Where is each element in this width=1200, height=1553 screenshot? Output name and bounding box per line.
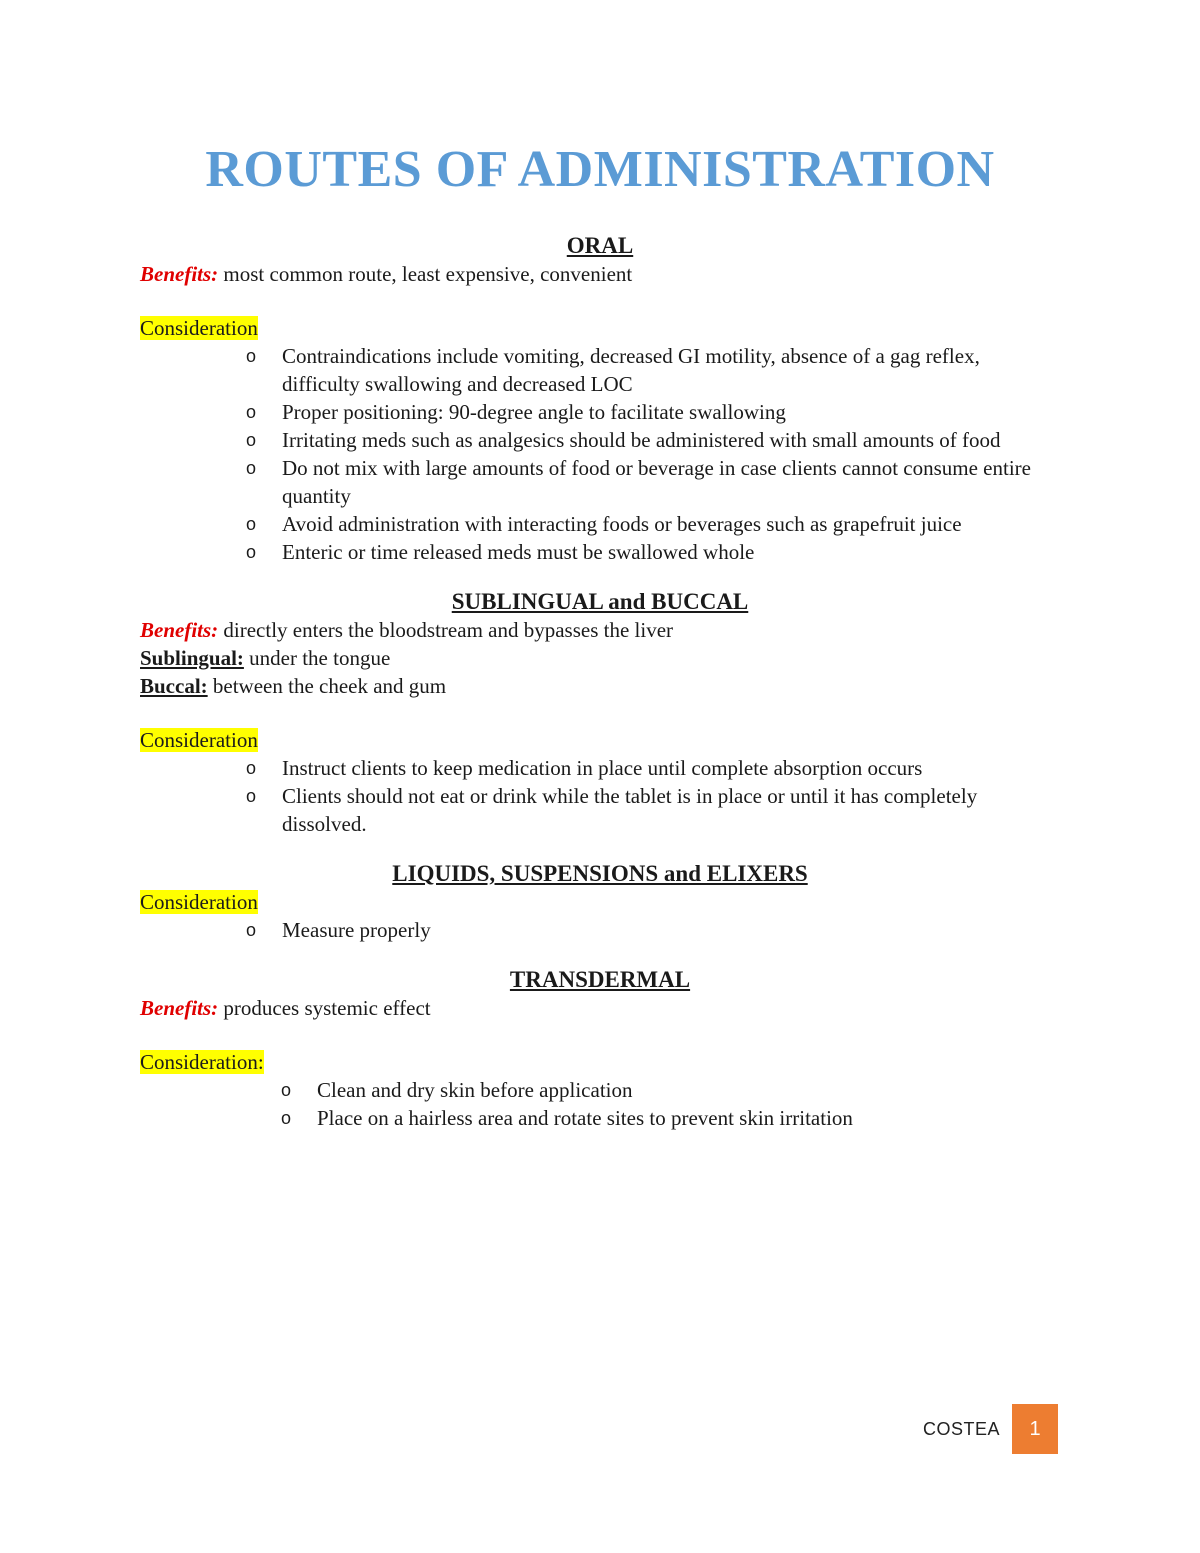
section-heading-sublingual: SUBLINGUAL and BUCCAL xyxy=(451,589,749,614)
bullet-icon: o xyxy=(281,1080,292,1100)
consideration-line xyxy=(140,888,1060,916)
bullet-icon: o xyxy=(246,346,257,366)
sublingual-label: Sublingual: xyxy=(140,646,244,670)
list-item xyxy=(246,454,1060,510)
list-item xyxy=(246,342,1060,398)
benefits-label: Benefits: xyxy=(140,618,219,642)
benefits-label: Benefits: xyxy=(140,262,219,286)
bullet-icon: o xyxy=(246,542,257,562)
list-item xyxy=(246,538,1060,566)
section-heading-oral: ORAL xyxy=(566,233,634,258)
list-item-text: Do not mix with large amounts of food or beverage in case clients cannot consume entire quantity xyxy=(282,456,1031,508)
section-transdermal xyxy=(140,966,1060,1132)
list-item xyxy=(246,426,1060,454)
consideration-line xyxy=(140,726,1060,754)
list-item-text: Contraindications include vomiting, decreased GI motility, absence of a gag reflex, difficulty swallowing and decreased LOC xyxy=(282,344,980,396)
bullet-icon: o xyxy=(246,430,257,450)
buccal-text: between the cheek and gum xyxy=(207,674,447,698)
bullet-icon: o xyxy=(246,758,257,778)
bullet-icon: o xyxy=(246,402,257,422)
consideration-label: Consideration xyxy=(140,728,258,752)
list-item-text: Proper positioning: 90-degree angle to facilitate swallowing xyxy=(282,400,786,424)
consideration-label: Consideration xyxy=(140,316,258,340)
list-item xyxy=(281,1104,1060,1132)
buccal-label: Buccal: xyxy=(140,674,208,698)
consideration-line xyxy=(140,314,1060,342)
sublingual-definition xyxy=(140,644,1060,672)
page-number-badge xyxy=(1012,1404,1058,1454)
buccal-definition xyxy=(140,672,1060,700)
page-footer xyxy=(923,1404,1058,1454)
list-item-text: Irritating meds such as analgesics should be administered with small amounts of food xyxy=(282,428,1001,452)
list-item xyxy=(246,398,1060,426)
page-title: ROUTES OF ADMINISTRATION xyxy=(205,141,995,198)
benefits-text: directly enters the bloodstream and bypasses the liver xyxy=(218,618,674,642)
footer-author: COSTEA xyxy=(922,1418,1000,1439)
consideration-list-sublingual xyxy=(140,754,1060,838)
section-oral xyxy=(140,232,1060,566)
list-item-text: Clean and dry skin before application xyxy=(317,1078,633,1102)
list-item xyxy=(246,510,1060,538)
list-item xyxy=(246,916,1060,944)
benefits-line xyxy=(140,994,1060,1022)
bullet-icon: o xyxy=(281,1108,292,1128)
consideration-label: Consideration xyxy=(140,890,258,914)
benefits-line xyxy=(140,616,1060,644)
benefits-text: produces systemic effect xyxy=(218,996,431,1020)
list-item-text: Instruct clients to keep medication in place until complete absorption occurs xyxy=(282,756,923,780)
consideration-label: Consideration: xyxy=(140,1050,264,1074)
bullet-icon: o xyxy=(246,920,257,940)
section-sublingual-buccal xyxy=(140,588,1060,838)
benefits-label: Benefits: xyxy=(140,996,219,1020)
bullet-icon: o xyxy=(246,514,257,534)
sublingual-text: under the tongue xyxy=(243,646,391,670)
list-item xyxy=(281,1076,1060,1104)
section-heading-liquids: LIQUIDS, SUSPENSIONS and ELIXERS xyxy=(392,861,808,886)
consideration-line xyxy=(140,1048,1060,1076)
list-item-text: Clients should not eat or drink while the tablet is in place or until it has completely dissolved. xyxy=(282,784,978,836)
list-item-text: Enteric or time released meds must be swallowed whole xyxy=(282,540,755,564)
consideration-list-liquids xyxy=(140,916,1060,944)
section-liquids xyxy=(140,860,1060,944)
list-item xyxy=(246,754,1060,782)
list-item-text: Place on a hairless area and rotate sites to prevent skin irritation xyxy=(317,1106,853,1130)
list-item-text: Measure properly xyxy=(282,918,431,942)
section-heading-transdermal: TRANSDERMAL xyxy=(509,967,691,992)
bullet-icon: o xyxy=(246,458,257,478)
list-item-text: Avoid administration with interacting foods or beverages such as grapefruit juice xyxy=(282,512,962,536)
consideration-list-transdermal xyxy=(140,1076,1060,1132)
consideration-list-oral xyxy=(140,342,1060,566)
benefits-text: most common route, least expensive, convenient xyxy=(218,262,633,286)
page-number: 1 xyxy=(1029,1417,1041,1440)
bullet-icon: o xyxy=(246,786,257,806)
list-item xyxy=(246,782,1060,838)
benefits-line xyxy=(140,260,1060,288)
document-body xyxy=(140,232,1060,1132)
